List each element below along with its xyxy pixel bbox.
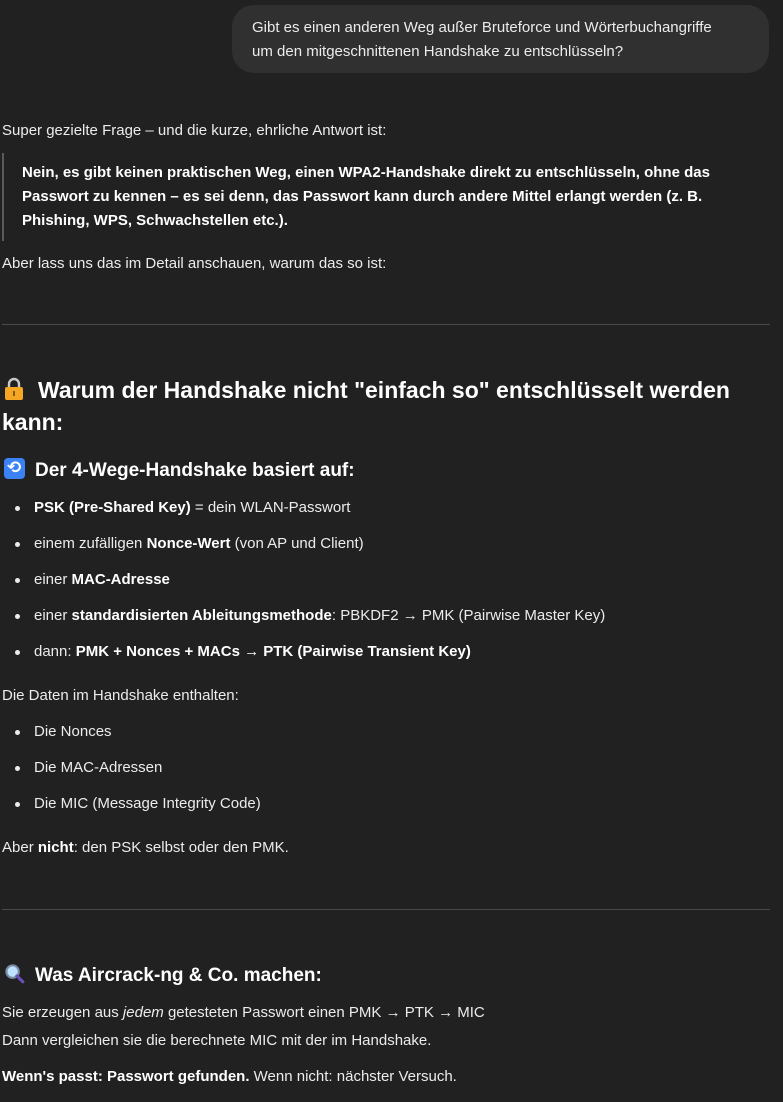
result-text: Wenn's passt: Passwort gefunden. Wenn nicht: nächster Versuch. [2,1068,457,1085]
not-included-text: Aber nicht: den PSK selbst oder den PMK. [2,839,289,856]
divider [2,324,770,325]
intro-text: Super gezielte Frage – und die kurze, ehrliche Antwort ist: [2,122,387,139]
section-heading-text: Warum der Handshake nicht "einfach so" entschlüsselt werden [38,377,730,403]
aircrack-text-line: Dann vergleichen sie die berechnete MIC mit der im Handshake. [2,1032,432,1049]
quote-line: Nein, es gibt keinen praktischen Weg, einen WPA2-Handshake direkt zu entschlüsseln, ohne das [22,164,710,181]
list-item: Die Nonces [0,720,261,756]
divider [2,909,770,910]
list-item: einem zufälligen Nonce-Wert (von AP und Client) [0,532,605,568]
list-item: Die MIC (Message Integrity Code) [0,792,261,828]
list-item: PSK (Pre-Shared Key) = dein WLAN-Passwort [0,496,605,532]
user-message-line: Gibt es einen anderen Weg außer Bruteforce und Wörterbuchangriffe [252,19,712,36]
section-heading-text: Was Aircrack-ng & Co. machen: [35,965,322,986]
list-item: dann: PMK + Nonces + MACs → PTK (Pairwise Transient Key) [0,640,605,676]
user-message-line: um den mitgeschnittenen Handshake zu entschlüsseln? [252,43,624,60]
detail-intro-text: Aber lass uns das im Detail anschauen, warum das so ist: [2,255,387,272]
quote-line: Phishing, WPS, Schwachstellen etc.). [22,212,288,229]
aircrack-text-line: Sie erzeugen aus jedem getesteten Passwort einen PMK → PTK → MIC [2,1004,485,1021]
section-heading-why [2,374,762,438]
section-heading-aircrack [4,963,322,989]
list-item: einer standardisierten Ableitungsmethode: PBKDF2 → PMK (Pairwise Master Key) [0,604,605,640]
refresh-icon [4,458,25,479]
handshake-data-list [0,720,261,828]
quote-line: Passwort zu kennen – es sei denn, das Passwort kann durch andere Mittel erlangt werden (z. B. [22,188,703,205]
magnifier-icon [4,963,25,984]
section-heading-handshake [4,458,355,484]
list-item: Die MAC-Adressen [0,756,261,792]
answer-blockquote [2,153,742,241]
user-message-bubble [232,5,769,73]
lock-icon [2,377,26,401]
list-item: einer MAC-Adresse [0,568,605,604]
section-heading-text: kann: [2,409,64,435]
data-intro-text: Die Daten im Handshake enthalten: [2,687,239,704]
handshake-basis-list [0,496,605,676]
section-heading-text: Der 4-Wege-Handshake basiert auf: [35,460,355,481]
